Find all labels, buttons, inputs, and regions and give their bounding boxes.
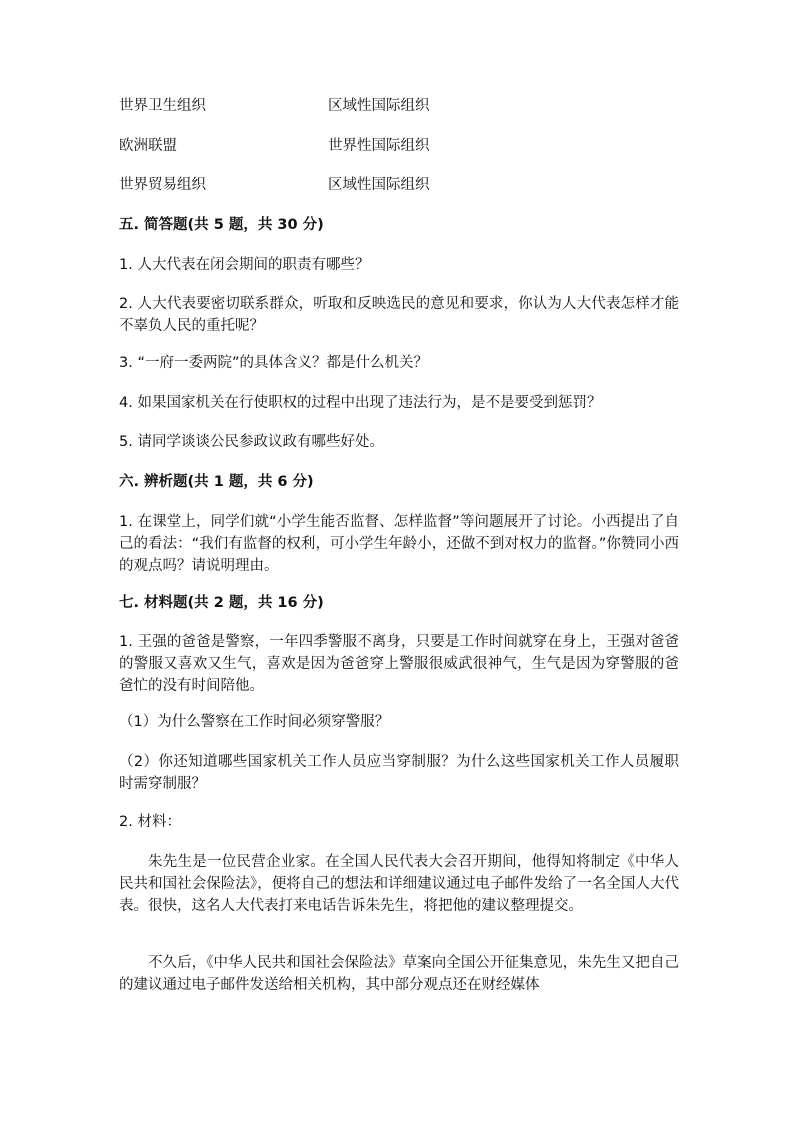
question-text: 1. 在课堂上，同学们就“小学生能否监督、怎样监督”等问题展开了讨论。小西提出了自己的看法：“我们有监督的权利，可小学生年龄小，还做不到对权力的监督。”你赞同小西的观点吗？请说明理由。 [119,514,679,574]
sub-question-text: （2）你还知道哪些国家机关工作人员应当穿制服？为什么这些国家机关工作人员履职时需穿制服？ [119,754,679,792]
matching-right-item: 区域性国际组织 [328,98,430,114]
section-heading-material: 七. 材料题(共 2 题，共 16 分) [119,595,324,611]
matching-left-item: 世界卫生组织 [119,98,206,114]
matching-left-item: 欧洲联盟 [119,138,177,154]
matching-left-item: 世界贸易组织 [119,177,206,193]
material-paragraph: 朱先生是一位民营企业家。在全国人民代表大会召开期间，他得知将制定《中华人民共和国社会保险法》，便将自己的想法和详细建议通过电子邮件发给了一名全国人大代表。很快，这名人大代表打来电话告诉朱先生，将把他的建议整理提交。 [119,854,679,914]
matching-right-item: 区域性国际组织 [328,177,430,193]
question-text: 5. 请同学谈谈公民参政议政有哪些好处。 [119,434,384,450]
matching-row [119,174,679,196]
question-text: 2. 人大代表要密切联系群众，听取和反映选民的意见和要求，你认为人大代表怎样才能不辜负人民的重托呢？ [119,296,679,334]
matching-row [119,95,679,117]
question-text: 4. 如果国家机关在行使职权的过程中出现了违法行为，是不是要受到惩罚？ [119,395,602,411]
material-paragraph: 不久后，《中华人民共和国社会保险法》草案向全国公开征集意见，朱先生又把自己的建议通过电子邮件发送给相关机构，其中部分观点还在财经媒体 [119,955,679,993]
matching-right-item: 世界性国际组织 [328,138,430,154]
question-text: 3. “一府一委两院”的具体含义？都是什么机关？ [119,355,428,371]
matching-row [119,135,679,157]
section-heading-analysis: 六. 辨析题(共 1 题，共 6 分) [119,474,314,490]
question-label: 2. 材料： [119,814,181,830]
section-heading-short-answer: 五. 简答题(共 5 题，共 30 分) [119,217,324,233]
sub-question-text: （1）为什么警察在工作时间必须穿警服？ [119,714,390,730]
question-text: 1. 人大代表在闭会期间的职责有哪些？ [119,257,370,273]
question-text: 1. 王强的爸爸是警察，一年四季警服不离身，只要是工作时间就穿在身上，王强对爸爸的警服又喜欢又生气，喜欢是因为爸爸穿上警服很威武很神气，生气是因为穿警服的爸爸忙的没有时间陪他。 [119,634,679,694]
